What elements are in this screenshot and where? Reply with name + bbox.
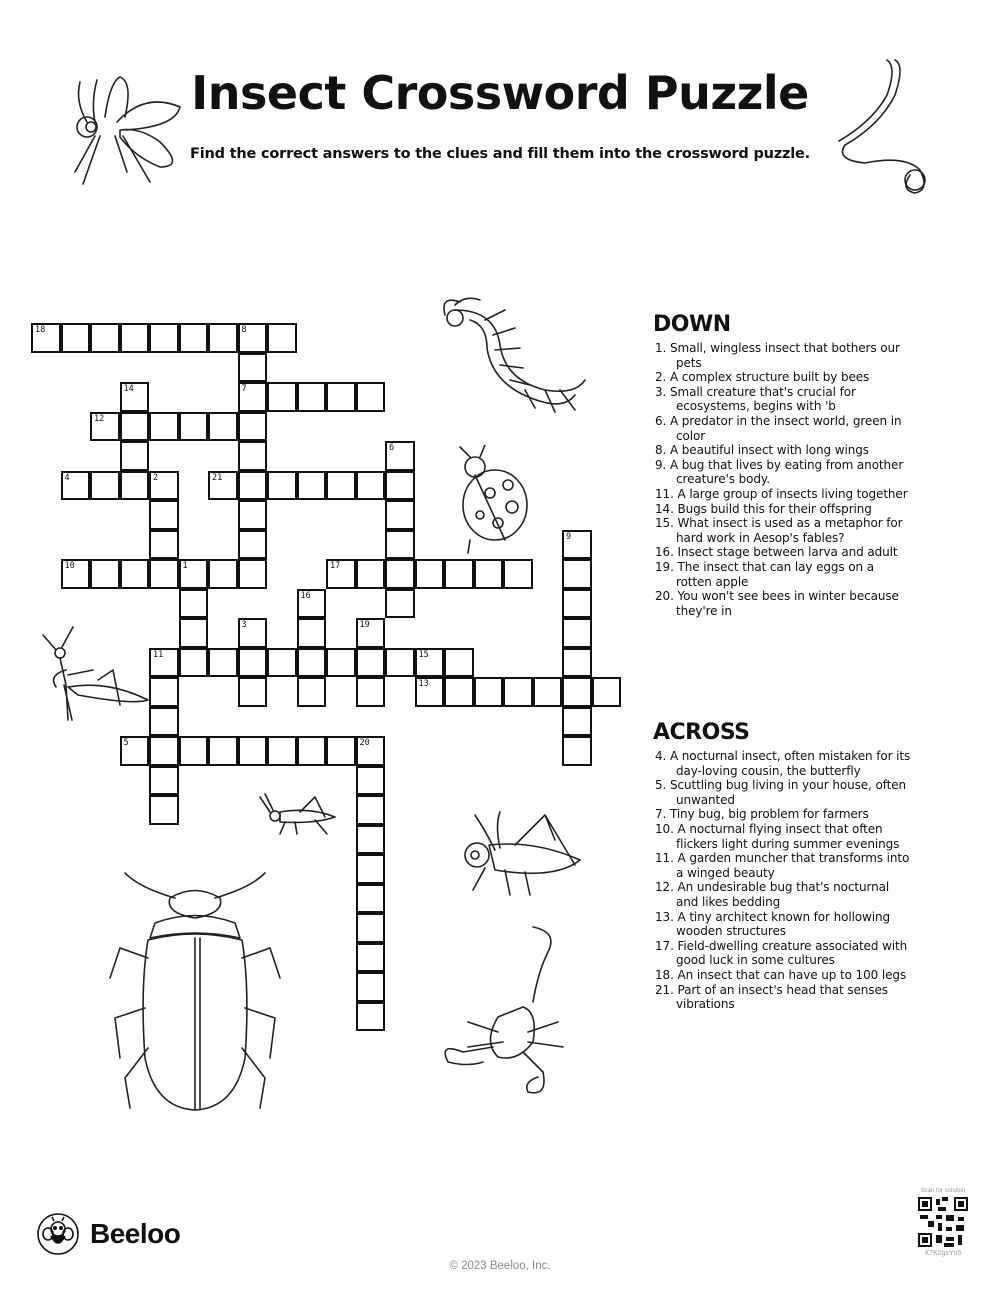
crossword-cell[interactable] [474, 677, 504, 707]
across-clue: 7. Tiny bug, big problem for farmers [655, 807, 869, 822]
down-clue: 6. A predator in the insect world, green in color [655, 413, 902, 443]
down-clue: 11. A large group of insects living together [655, 486, 908, 501]
across-clue: 13. A tiny architect known for hollowing wooden structures [655, 909, 891, 939]
clue-number: 18 [35, 325, 46, 335]
crossword-cell[interactable] [356, 677, 386, 707]
crossword-cell[interactable] [415, 559, 445, 589]
across-clue: 12. An undesirable bug that's nocturnal and likes bedding [655, 880, 890, 909]
crossword-cell[interactable] [562, 559, 592, 589]
crossword-cell[interactable] [208, 471, 238, 501]
crossword-cell[interactable] [356, 913, 386, 943]
across-clue: 18. An insect that can have up to 100 legs [655, 967, 907, 982]
crossword-cell[interactable] [356, 382, 386, 412]
crossword-cell[interactable] [238, 736, 268, 766]
down-clue: 15. What insect is used as a metaphor for hard work in Aesop's fables? [655, 516, 903, 545]
crossword-cell[interactable] [356, 972, 386, 1002]
clue-number: 3 [241, 620, 247, 630]
qr-code-text: X7K2gzYn5 [924, 1250, 962, 1257]
clue-number: 19 [359, 620, 370, 630]
crossword-cell[interactable] [179, 323, 209, 353]
crossword-cell[interactable] [385, 530, 415, 560]
brand-name: Beeloo [90, 1218, 181, 1249]
crossword-cell[interactable] [120, 471, 150, 501]
crossword-cell[interactable] [356, 559, 386, 589]
crossword-cell[interactable] [90, 412, 120, 442]
down-clue: 20. You won't see bees in winter because they're in [655, 589, 899, 618]
page-title: Insect Crossword Puzzle [191, 66, 809, 120]
across-heading: ACROSS [653, 720, 750, 745]
down-clues [653, 312, 913, 618]
across-clue-list [653, 749, 913, 1012]
crossword-cell[interactable] [149, 559, 179, 589]
crossword-cell[interactable] [238, 677, 268, 707]
clue-number: 21 [212, 472, 223, 483]
crossword-cell[interactable] [297, 677, 327, 707]
solution-qr[interactable] [912, 1188, 974, 1257]
crossword-cell[interactable] [385, 559, 415, 589]
crossword-cell[interactable] [356, 736, 386, 766]
clue-number: 20 [359, 738, 370, 748]
crossword-cell[interactable] [356, 825, 386, 855]
down-clue: 9. A bug that lives by eating from another creature's body. [655, 457, 904, 487]
crossword-cell[interactable] [90, 471, 120, 501]
crossword-cell[interactable] [503, 559, 533, 589]
clue-number: 15 [418, 649, 429, 660]
down-clue: 2. A complex structure built by bees [655, 370, 870, 385]
crossword-cell[interactable] [474, 559, 504, 589]
crossword-cell[interactable] [297, 736, 327, 766]
crossword-cell[interactable] [61, 559, 91, 589]
crossword-cell[interactable] [267, 323, 297, 353]
clue-number: 12 [94, 413, 105, 424]
crossword-cell[interactable] [356, 648, 386, 678]
crossword-cell[interactable] [120, 736, 150, 766]
crossword-cell[interactable] [533, 677, 563, 707]
crossword-cell[interactable] [149, 530, 179, 560]
crossword-cell[interactable] [356, 766, 386, 796]
crossword-cell[interactable] [90, 323, 120, 353]
down-clue: 1. Small, wingless insect that bothers our pets [655, 341, 900, 370]
crossword-cell[interactable] [562, 618, 592, 648]
crossword-cell[interactable] [444, 677, 474, 707]
crossword-cell[interactable] [238, 471, 268, 501]
qr-code-icon[interactable] [918, 1197, 968, 1247]
worm-icon [835, 55, 945, 200]
clue-number: 17 [330, 561, 341, 571]
down-clue: 19. The insect that can lay eggs on a rotten apple [655, 559, 874, 589]
bee-logo-icon [36, 1212, 80, 1256]
crossword-cell[interactable] [562, 648, 592, 678]
across-clue: 5. Scuttling bug living in your house, often unwanted [655, 778, 907, 807]
clue-number: 7 [241, 384, 247, 394]
crossword-cell[interactable] [208, 323, 238, 353]
crossword-cell[interactable] [179, 589, 209, 619]
crossword-cell[interactable] [61, 471, 91, 501]
clue-number: 13 [418, 679, 429, 689]
crossword-cell[interactable] [297, 382, 327, 412]
across-clue: 21. Part of an insect's head that senses vibrations [655, 982, 888, 1012]
crossword-cell[interactable] [238, 412, 268, 442]
crossword-cell[interactable] [267, 382, 297, 412]
crossword-cell[interactable] [562, 530, 592, 560]
clue-number: 9 [566, 531, 572, 542]
down-heading: DOWN [653, 312, 731, 337]
crossword-cell[interactable] [267, 471, 297, 501]
crossword-cell[interactable] [238, 323, 268, 353]
crossword-cell[interactable] [356, 854, 386, 884]
crossword-cell[interactable] [444, 648, 474, 678]
crossword-cell[interactable] [120, 382, 150, 412]
crossword-cell[interactable] [149, 500, 179, 530]
copyright: © 2023 Beeloo, Inc. [449, 1260, 551, 1272]
crossword-cell[interactable] [385, 471, 415, 501]
crossword-cell[interactable] [356, 471, 386, 501]
crossword-cell[interactable] [149, 766, 179, 796]
crossword-cell[interactable] [238, 618, 268, 648]
clue-number: 1 [182, 561, 188, 571]
crossword-cell[interactable] [179, 736, 209, 766]
across-clue: 4. A nocturnal insect, often mistaken for its day-loving cousin, the butterfly [655, 749, 911, 778]
crossword-cell[interactable] [238, 353, 268, 383]
crossword-cell[interactable] [238, 441, 268, 471]
clue-number: 16 [300, 590, 311, 601]
crossword-cell[interactable] [267, 736, 297, 766]
clue-number: 2 [153, 472, 159, 483]
crossword-cell[interactable] [356, 884, 386, 914]
crossword-cell[interactable] [385, 589, 415, 619]
clue-number: 14 [123, 384, 134, 394]
crossword-cell[interactable] [592, 677, 622, 707]
crossword-cell[interactable] [179, 559, 209, 589]
crossword-cell[interactable] [31, 323, 61, 353]
crossword-cell[interactable] [238, 382, 268, 412]
crossword-cell[interactable] [356, 943, 386, 973]
crossword-cell[interactable] [562, 677, 592, 707]
crossword-cell[interactable] [149, 323, 179, 353]
clue-number: 8 [241, 325, 247, 335]
across-clue: 11. A garden muncher that transforms into a winged beauty [655, 851, 910, 880]
crossword-cell[interactable] [326, 648, 356, 678]
crossword-cell[interactable] [385, 648, 415, 678]
crossword-cell[interactable] [90, 559, 120, 589]
crossword-cell[interactable] [120, 559, 150, 589]
crossword-cell[interactable] [356, 1002, 386, 1032]
crossword-cell[interactable] [238, 530, 268, 560]
crossword-cell[interactable] [326, 736, 356, 766]
crossword-cell[interactable] [238, 559, 268, 589]
clue-number: 10 [64, 561, 75, 571]
crossword-cell[interactable] [385, 500, 415, 530]
crossword-cell[interactable] [238, 648, 268, 678]
clue-number: 5 [123, 738, 129, 748]
crossword-cell[interactable] [208, 736, 238, 766]
clue-number: 6 [389, 443, 395, 453]
crossword-cell[interactable] [385, 441, 415, 471]
crossword-cell[interactable] [562, 707, 592, 737]
down-clue: 16. Insect stage between larva and adult [655, 545, 898, 560]
brand-logo [36, 1212, 180, 1256]
crossword-cell[interactable] [208, 559, 238, 589]
crossword-cell[interactable] [326, 382, 356, 412]
crossword-cell[interactable] [120, 323, 150, 353]
crossword-cell[interactable] [356, 618, 386, 648]
crossword-cell[interactable] [356, 795, 386, 825]
instructions: Find the correct answers to the clues and fill them into the crossword puzzle. [190, 146, 810, 162]
down-clue-list [653, 341, 913, 618]
crossword-cell[interactable] [149, 648, 179, 678]
crossword-cell[interactable] [267, 648, 297, 678]
crossword-cell[interactable] [444, 559, 474, 589]
across-clue: 10. A nocturnal flying insect that often flickers light during summer evenings [655, 821, 900, 851]
crossword-cell[interactable] [149, 412, 179, 442]
crossword-cell[interactable] [238, 500, 268, 530]
crossword-cell[interactable] [179, 618, 209, 648]
down-clue: 8. A beautiful insect with long wings [655, 443, 869, 458]
crossword-cell[interactable] [208, 412, 238, 442]
clue-number: 11 [153, 649, 164, 660]
crossword-cell[interactable] [149, 677, 179, 707]
crossword-cell[interactable] [208, 648, 238, 678]
crossword-cell[interactable] [61, 323, 91, 353]
crossword-cell[interactable] [562, 736, 592, 766]
crossword-cell[interactable] [297, 589, 327, 619]
crossword-cell[interactable] [503, 677, 533, 707]
crossword-cell[interactable] [326, 471, 356, 501]
crossword-cell[interactable] [149, 795, 179, 825]
crossword-cell[interactable] [120, 441, 150, 471]
crossword-cell[interactable] [415, 648, 445, 678]
crossword-cell[interactable] [149, 471, 179, 501]
crossword-cell[interactable] [149, 736, 179, 766]
crossword-cell[interactable] [179, 648, 209, 678]
crossword-cell[interactable] [415, 677, 445, 707]
qr-label: Scan for solution [920, 1188, 966, 1194]
clue-number: 4 [64, 472, 70, 483]
crossword-cell[interactable] [120, 412, 150, 442]
crossword-cell[interactable] [149, 707, 179, 737]
across-clue: 17. Field-dwelling creature associated with good luck in some cultures [655, 938, 908, 968]
crossword-cell[interactable] [297, 648, 327, 678]
crossword-cell[interactable] [326, 559, 356, 589]
crossword-cell[interactable] [562, 589, 592, 619]
crossword-cell[interactable] [297, 471, 327, 501]
down-clue: 14. Bugs build this for their offspring [655, 501, 872, 516]
crossword-cell[interactable] [179, 412, 209, 442]
down-clue: 3. Small creature that's crucial for ecosystems, begins with 'b [655, 384, 856, 414]
across-clues [653, 720, 913, 1012]
crossword-cell[interactable] [297, 618, 327, 648]
